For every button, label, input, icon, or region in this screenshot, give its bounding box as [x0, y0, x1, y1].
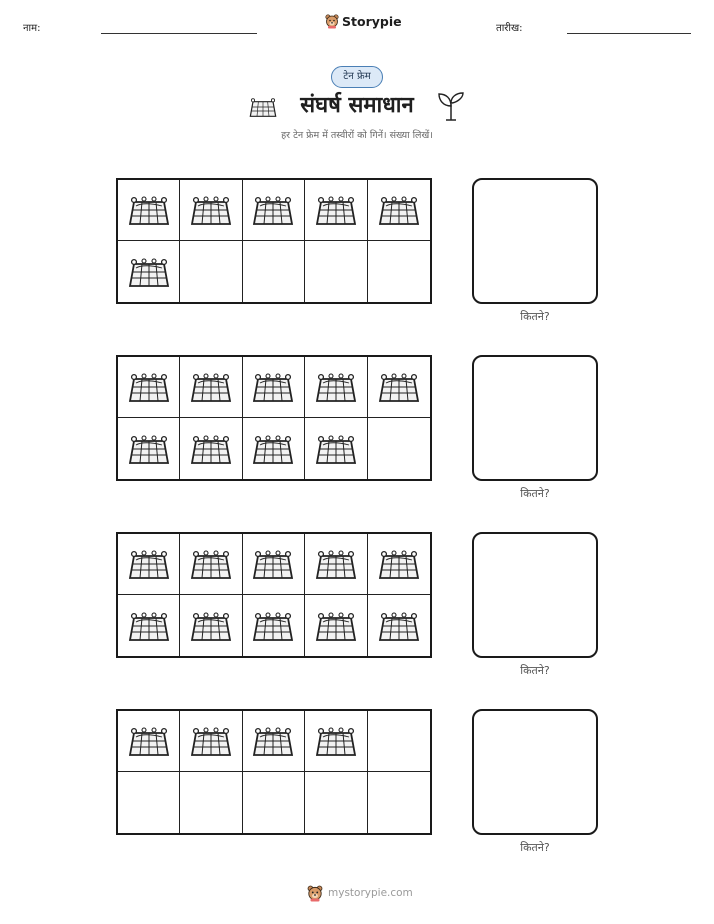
wrestling-ring-icon	[127, 546, 171, 582]
ten-frame-cell	[368, 711, 430, 772]
brand-logo	[324, 13, 402, 29]
ten-frame-cell	[305, 357, 367, 418]
ten-frame-cell	[180, 772, 242, 833]
answer-box[interactable]	[472, 355, 598, 481]
ten-frame-cell	[243, 241, 305, 302]
page-title: संघर्ष समाधान	[300, 93, 414, 118]
ten-frame	[116, 709, 432, 835]
wrestling-ring-icon	[377, 546, 421, 582]
ten-frame-cell	[368, 534, 430, 595]
ten-frame-cell	[243, 595, 305, 656]
ten-frame-cell	[243, 711, 305, 772]
answer-prompt: कितने?	[520, 487, 550, 500]
ten-frame-cell	[368, 357, 430, 418]
ten-frame-cell	[243, 418, 305, 479]
ten-frame-cell	[305, 772, 367, 833]
ten-frame-cell	[243, 534, 305, 595]
wrestling-ring-icon	[314, 192, 358, 228]
ten-frame-cell	[305, 180, 367, 241]
wrestling-ring-icon	[251, 369, 295, 405]
ten-frame-cell	[118, 595, 180, 656]
wrestling-ring-icon	[127, 192, 171, 228]
ten-frame-cell	[243, 357, 305, 418]
ten-frame-cell	[368, 772, 430, 833]
ten-frame-cell	[180, 595, 242, 656]
answer-box[interactable]	[472, 178, 598, 304]
ten-frame-cell	[243, 772, 305, 833]
answer-prompt: कितने?	[520, 310, 550, 323]
footer	[306, 884, 413, 902]
wrestling-ring-icon	[127, 431, 171, 467]
wrestling-ring-icon	[189, 546, 233, 582]
ten-frame-cell	[305, 711, 367, 772]
ten-frame-cell	[118, 180, 180, 241]
ten-frame-cell	[118, 418, 180, 479]
ten-frame	[116, 178, 432, 304]
ten-frame-cell	[118, 534, 180, 595]
ten-frame-cell	[180, 241, 242, 302]
name-line[interactable]	[101, 33, 257, 34]
answer-box[interactable]	[472, 709, 598, 835]
ten-frame-cell	[180, 711, 242, 772]
ten-frame-cell	[305, 595, 367, 656]
wrestling-ring-icon	[251, 546, 295, 582]
ten-frame-cell	[243, 180, 305, 241]
wrestling-ring-icon	[377, 192, 421, 228]
ten-frame-cell	[118, 241, 180, 302]
wrestling-ring-icon	[127, 369, 171, 405]
bear-mascot-icon	[324, 13, 340, 29]
ten-frame-cell	[305, 241, 367, 302]
wrestling-ring-icon	[251, 723, 295, 759]
wrestling-ring-icon	[377, 608, 421, 644]
wrestling-ring-icon	[251, 431, 295, 467]
wrestling-ring-icon	[127, 608, 171, 644]
wrestling-ring-icon	[248, 95, 278, 119]
wrestling-ring-icon	[377, 369, 421, 405]
ten-frame-cell	[368, 241, 430, 302]
wrestling-ring-icon	[127, 723, 171, 759]
wrestling-ring-icon	[189, 369, 233, 405]
ten-frame-cell	[180, 180, 242, 241]
wrestling-ring-icon	[189, 608, 233, 644]
wrestling-ring-icon	[127, 254, 171, 290]
wrestling-ring-icon	[314, 546, 358, 582]
ten-frame-cell	[180, 534, 242, 595]
ten-frame-cell	[118, 357, 180, 418]
date-line[interactable]	[567, 33, 691, 34]
footer-url: mystorypie.com	[328, 887, 413, 899]
ten-frame-cell	[118, 772, 180, 833]
ten-frame-cell	[368, 595, 430, 656]
date-label: तारीख:	[496, 23, 523, 34]
ten-frame-cell	[368, 180, 430, 241]
ten-frame	[116, 532, 432, 658]
instructions: हर टेन फ्रेम में तस्वीरों को गिनें। संख्या लिखें।	[281, 130, 433, 141]
wrestling-ring-icon	[189, 723, 233, 759]
wrestling-ring-icon	[251, 608, 295, 644]
ten-frame-cell	[368, 418, 430, 479]
bear-mascot-icon	[306, 884, 324, 902]
name-label: नाम:	[23, 23, 41, 34]
wrestling-ring-icon	[251, 192, 295, 228]
ten-frame-cell	[305, 534, 367, 595]
wrestling-ring-icon	[314, 608, 358, 644]
sprout-icon	[437, 90, 465, 122]
topic-badge: टेन फ्रेम	[331, 66, 383, 88]
ten-frame-cell	[305, 418, 367, 479]
ten-frame	[116, 355, 432, 481]
ten-frame-cell	[180, 357, 242, 418]
wrestling-ring-icon	[314, 723, 358, 759]
wrestling-ring-icon	[314, 369, 358, 405]
answer-prompt: कितने?	[520, 841, 550, 854]
answer-box[interactable]	[472, 532, 598, 658]
answer-prompt: कितने?	[520, 664, 550, 677]
wrestling-ring-icon	[189, 431, 233, 467]
ten-frame-cell	[180, 418, 242, 479]
wrestling-ring-icon	[189, 192, 233, 228]
ten-frame-cell	[118, 711, 180, 772]
wrestling-ring-icon	[314, 431, 358, 467]
brand-name: Storypie	[342, 13, 402, 29]
